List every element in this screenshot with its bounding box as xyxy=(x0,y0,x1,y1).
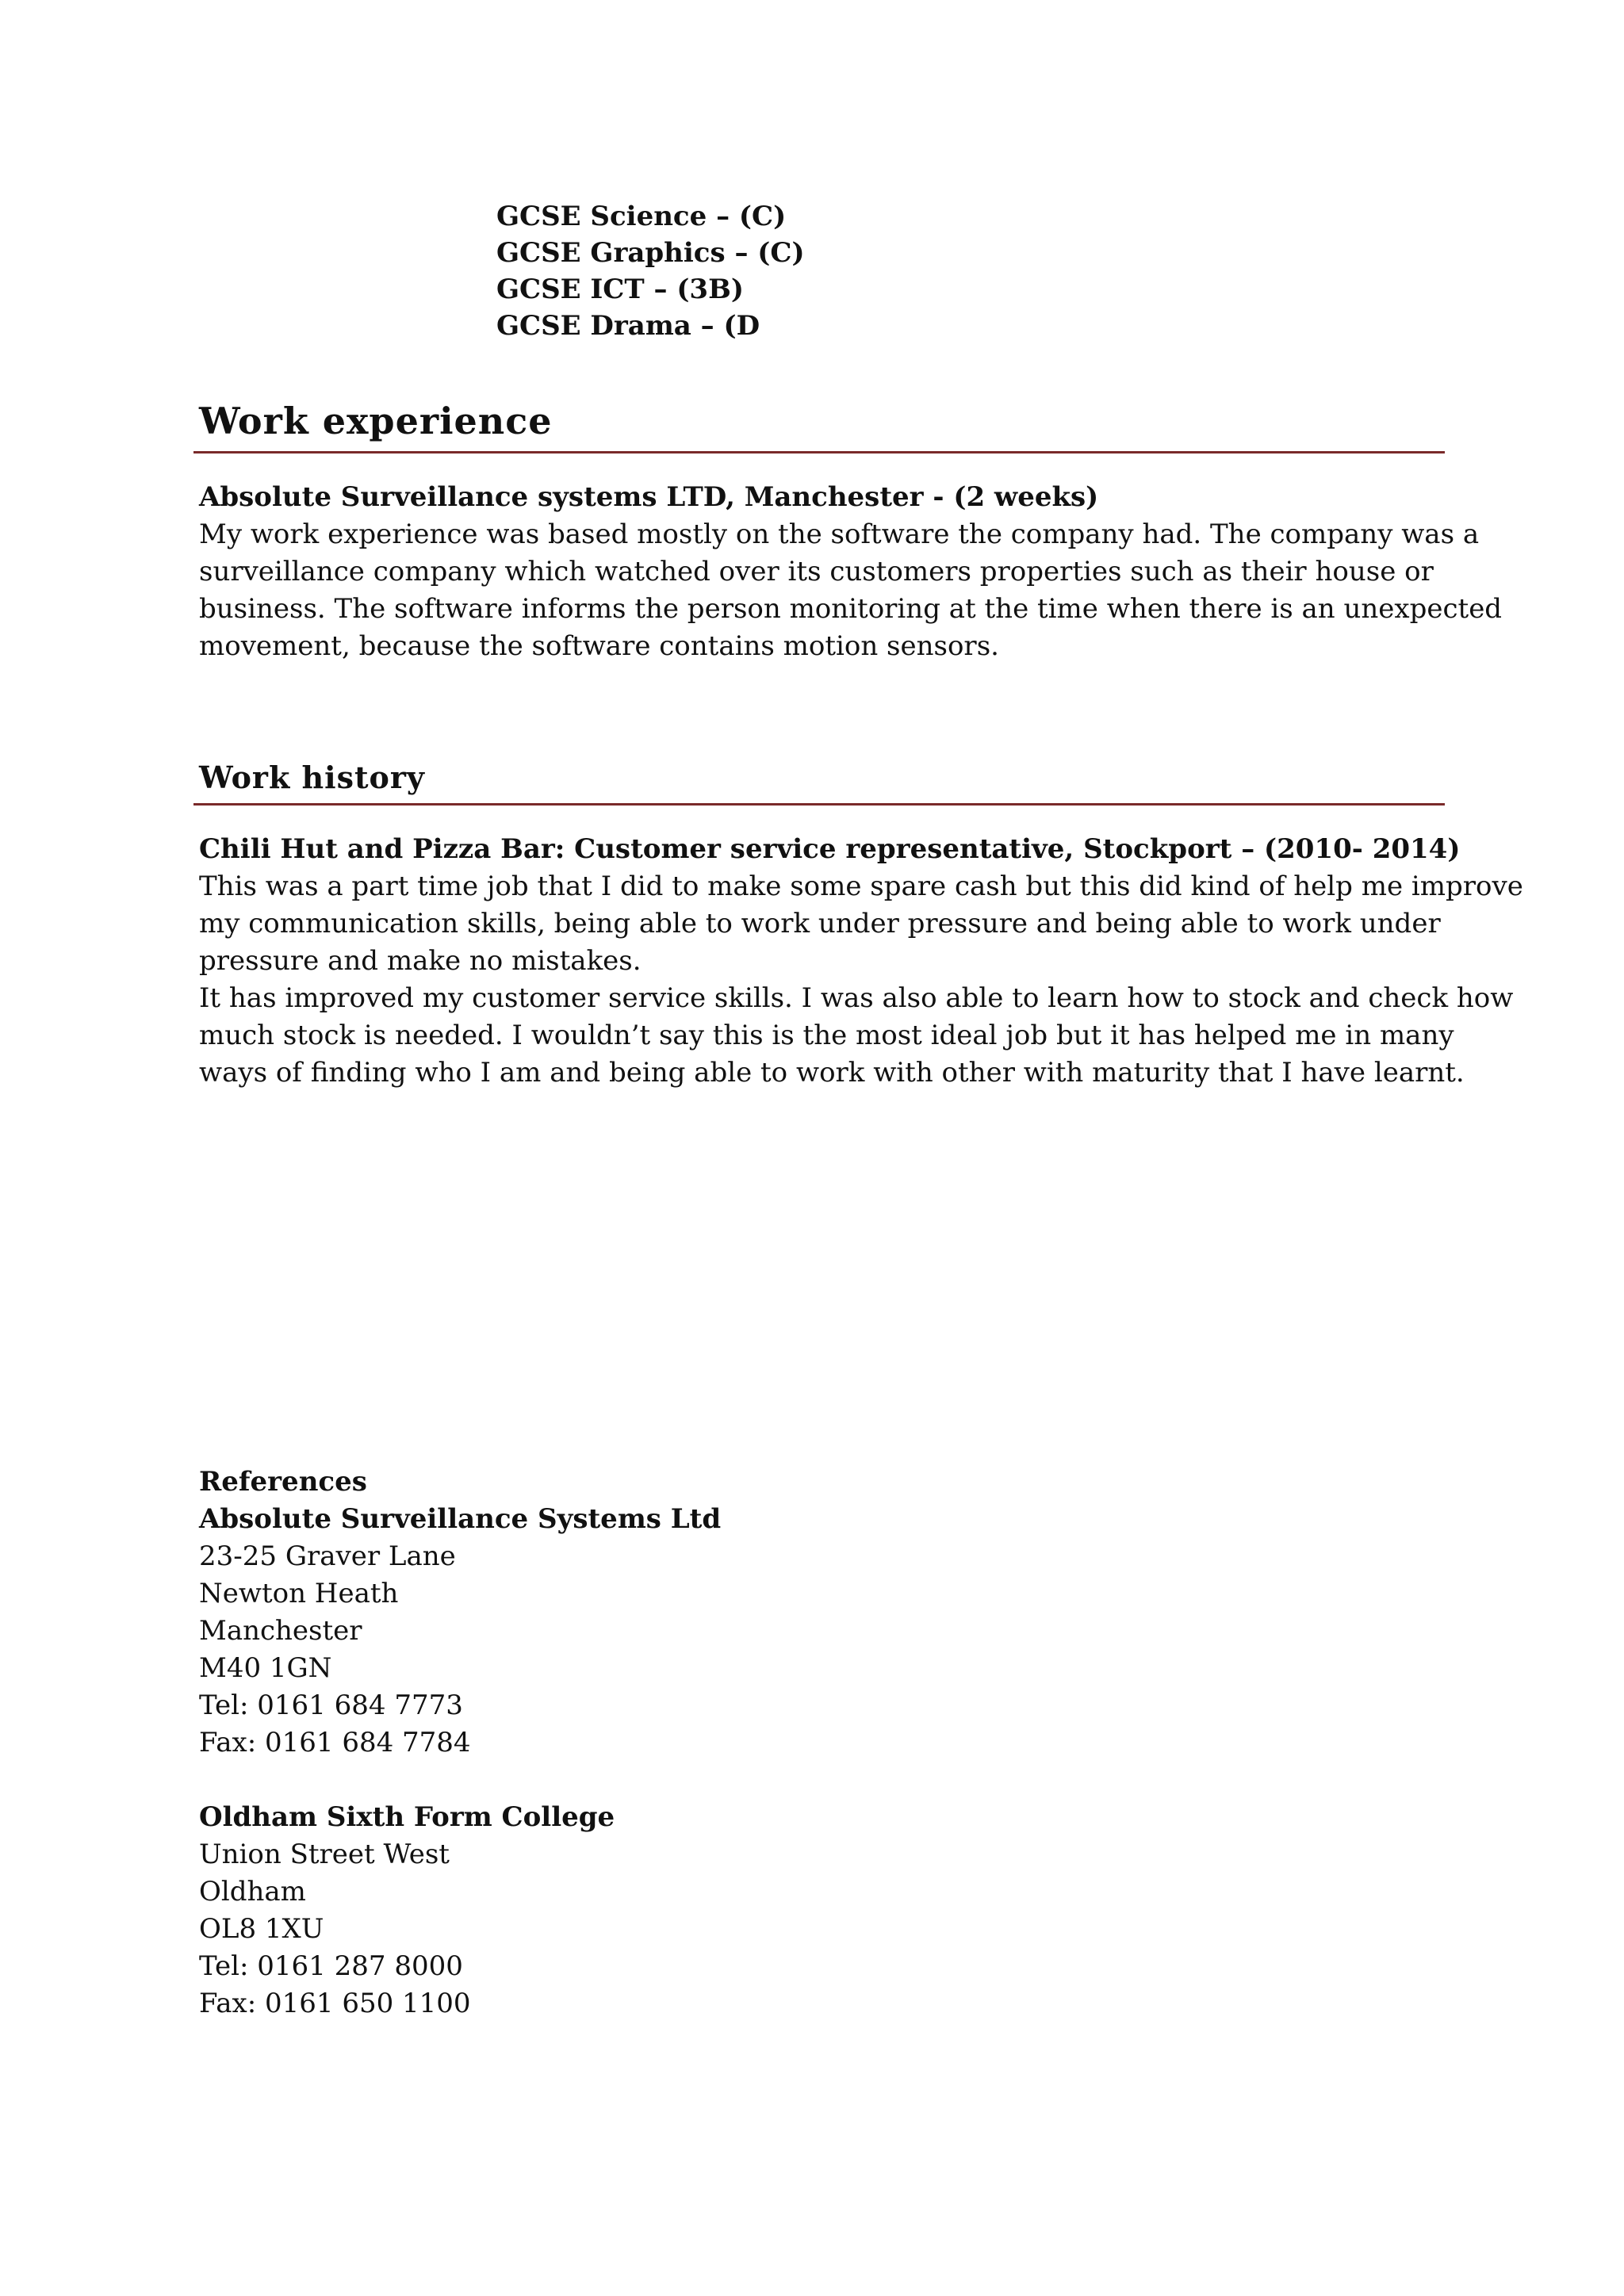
description-line: ways of finding who I am and being able to work with other with maturity that I have learnt. xyxy=(199,1057,1465,1089)
reference-name: Oldham Sixth Form College xyxy=(199,1801,615,1833)
work-experience-heading: Work experience xyxy=(199,400,553,442)
description-line: My work experience was based mostly on the software the company had. The company was a xyxy=(199,519,1480,550)
description-line: surveillance company which watched over its customers properties such as their house or xyxy=(199,556,1434,587)
gcse-item: GCSE Drama – (D xyxy=(496,310,760,342)
description-line: much stock is needed. I wouldn’t say this is the most ideal job but it has helped me in many xyxy=(199,1020,1454,1051)
reference-address-line: Oldham xyxy=(199,1876,306,1908)
work-history-entry xyxy=(199,831,1523,1092)
work-experience-description xyxy=(199,516,1503,665)
reference-fax: Fax: 0161 684 7784 xyxy=(199,1727,471,1758)
gcse-item: GCSE ICT – (3B) xyxy=(496,274,744,305)
work-history-title: Chili Hut and Pizza Bar: Customer service representative, Stockport – (2010- 2014) xyxy=(199,833,1461,865)
description-line: pressure and make no mistakes. xyxy=(199,945,642,977)
reference-address-line: M40 1GN xyxy=(199,1652,332,1684)
work-experience-title: Absolute Surveillance systems LTD, Manchester - (2 weeks) xyxy=(199,481,1099,513)
reference-phone: Tel: 0161 684 7773 xyxy=(199,1689,463,1721)
references-section xyxy=(199,1464,1444,2022)
gcse-item: GCSE Science – (C) xyxy=(496,201,787,232)
work-history-description xyxy=(199,868,1523,1092)
gcse-list xyxy=(496,198,805,344)
gcse-item: GCSE Graphics – (C) xyxy=(496,237,805,269)
reference-name: Absolute Surveillance Systems Ltd xyxy=(199,1503,722,1535)
reference-address-line: Manchester xyxy=(199,1615,362,1647)
description-line: movement, because the software contains motion sensors. xyxy=(199,630,999,662)
description-line: It has improved my customer service skills. I was also able to learn how to stock and check how xyxy=(199,982,1514,1014)
work-experience-entry xyxy=(199,479,1503,665)
reference-spacer xyxy=(199,1762,1444,1799)
work-history-heading: Work history xyxy=(199,760,425,795)
reference-fax: Fax: 0161 650 1100 xyxy=(199,1988,471,2019)
description-line: This was a part time job that I did to make some spare cash but this did kind of help me improve xyxy=(199,871,1523,902)
reference-phone: Tel: 0161 287 8000 xyxy=(199,1950,463,1982)
references-heading: References xyxy=(199,1466,367,1498)
work-experience-divider xyxy=(193,451,1445,453)
reference-address-line: 23-25 Graver Lane xyxy=(199,1540,456,1572)
reference-address-line: Newton Heath xyxy=(199,1578,399,1609)
reference-address-line: Union Street West xyxy=(199,1839,450,1870)
reference-address-line: OL8 1XU xyxy=(199,1913,324,1945)
work-history-divider xyxy=(193,803,1445,806)
description-line: business. The software informs the person monitoring at the time when there is an unexpected xyxy=(199,593,1503,625)
description-line: my communication skills, being able to work under pressure and being able to work under xyxy=(199,908,1441,939)
